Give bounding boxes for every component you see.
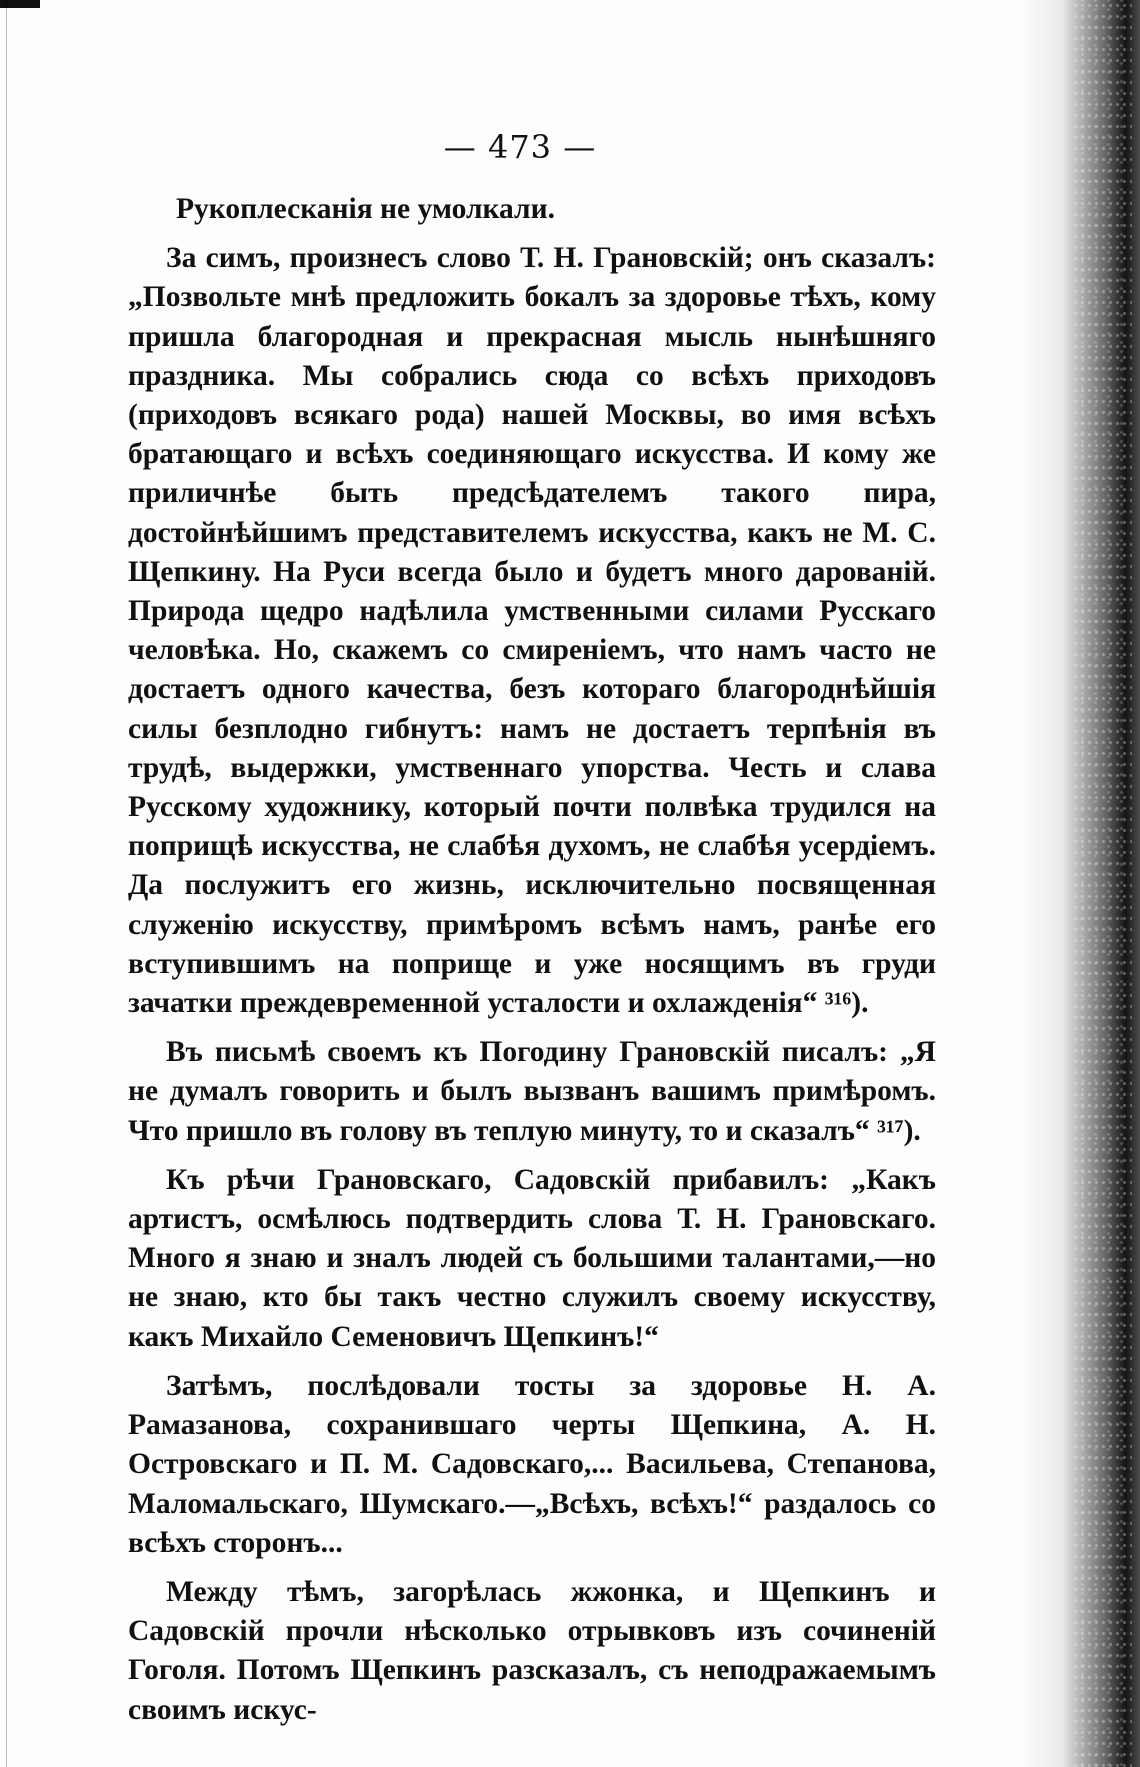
paragraph-3: Въ письмѣ своемъ къ Погодину Грановскій писалъ: „Я не думалъ говорить и былъ вызванъ вашимъ примѣромъ. Что пришло въ голову въ теплую минуту, то и сказалъ“ ³¹⁷). — [128, 1036, 936, 1147]
paragraph-2: За симъ, произнесъ слово Т. Н. Грановскій; онъ сказалъ: „Позвольте мнѣ предложить бокалъ за здоровье тѣхъ, кому пришла благородная и прекрасная мысль нынѣшняго праздника. Мы собрались сюда со всѣхъ приходовъ (приходовъ всякаго рода) нашей Москвы, во имя всѣхъ братающаго и всѣхъ соединяющаго искусства. И кому же приличнѣе быть предсѣдателемъ такого пира, достойнѣйшимъ представителемъ искусства, какъ не М. С. Щепкину. На Руси всегда было и будетъ много дарованій. Природа щедро надѣлила умственными силами Русскаго человѣка. Но, скажемъ со смиреніемъ, что намъ часто не достаетъ одного качества, безъ котораго благороднѣйшія силы безплодно гибнутъ: намъ не достаетъ терпѣнія въ трудѣ, выдержки, умственнаго упорства. Честь и слава Русскому художнику, который почти полвѣка трудился на поприщѣ искусства, не слабѣя духомъ, не слабѣя усердіемъ. Да послужитъ его жизнь, исключительно посвященная служенію искусству, примѣромъ всѣмъ намъ, ранѣе его вступившимъ на поприще и уже носящимъ въ груди зачатки преждевременной усталости и охлажденія“ ³¹⁶). — [128, 242, 936, 1020]
paragraph-5: Затѣмъ, послѣдовали тосты за здоровье Н. А. Рамазанова, сохранившаго черты Щепкина, А. Н. Островскаго и П. М. Садовскаго,... Васильева, Степанова, Маломальскаго, Шумскаго.—„Всѣхъ, всѣхъ!“ раздалось со всѣхъ сторонъ... — [128, 1369, 936, 1559]
paragraph-6: Между тѣмъ, загорѣлась жжонка, и Щепкинъ и Садовскій прочли нѣсколько отрывковъ изъ сочиненій Гоголя. Потомъ Щепкинъ разсказалъ, съ неподражаемымъ своимъ искус- — [128, 1575, 936, 1726]
paragraph-4: Къ рѣчи Грановскаго, Садовскій прибавилъ: „Какъ артистъ, осмѣлюсь подтвердить слова Т. Н. Грановскаго. Много я знаю и зналъ людей съ большими талантами,—но не знаю, кто бы такъ честно служилъ своему искусству, какъ Михайло Семеновичъ Щепкинъ!“ — [128, 1163, 936, 1353]
scan-left-edge — [6, 0, 7, 1767]
scan-edge-speckle — [1072, 0, 1132, 1767]
body-text — [128, 190, 936, 1730]
paragraph-1: Рукоплесканія не умолкали. — [176, 193, 555, 225]
page-number: — 473 — — [443, 128, 597, 166]
